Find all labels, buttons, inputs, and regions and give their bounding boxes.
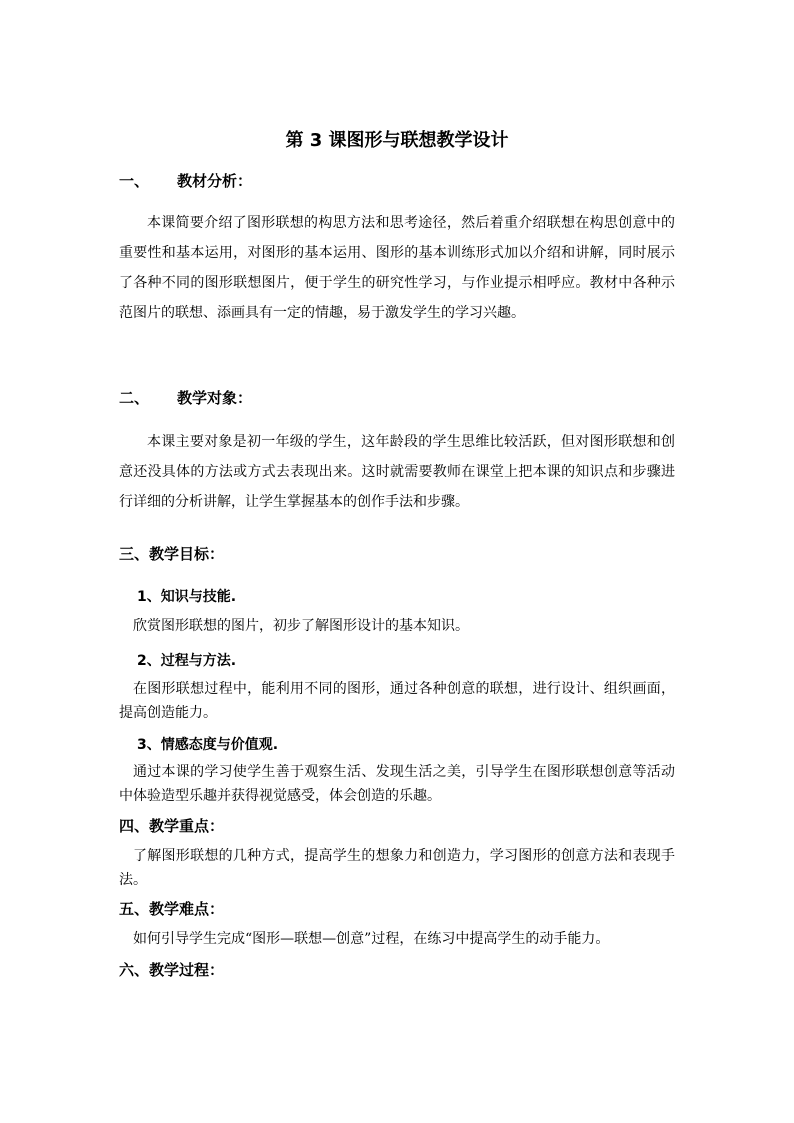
section-label: 教学对象：	[177, 389, 253, 407]
section-label: 教材分析：	[177, 172, 253, 190]
goal-2-title: 2、过程与方法.	[137, 653, 237, 669]
goal-1-body: 欣赏图形联想的图片，初步了解图形设计的基本知识。	[133, 618, 469, 634]
section-heading-5: 五、教学难点：	[119, 900, 225, 918]
section-number: 一、	[119, 172, 150, 190]
section-heading-1	[119, 170, 252, 191]
section-5-body: 如何引导学生完成“图形—联想—创意”过程，在练习中提高学生的动手能力。	[133, 931, 610, 947]
section-2-body: 本课主要对象是初一年级的学生，这年龄段的学生思维比较活跃，但对图形联想和创意还没具体的方法或方式去表现出来。这时就需要教师在课堂上把本课的知识点和步骤进行详细的分析讲解，让学生掌握基本的创作手法和步骤。	[119, 434, 675, 510]
section-heading-6: 六、教学过程：	[119, 961, 225, 979]
section-1-body: 本课简要介绍了图形联想的构思方法和思考途径，然后着重介绍联想在构思创意中的重要性和基本运用，对图形的基本运用、图形的基本训练形式加以介绍和讲解，同时展示了各种不同的图形联想图片，便于学生的研究性学习，与作业提示相呼应。教材中各种示范图片的联想、添画具有一定的情趣，易于激发学生的学习兴趣。	[119, 215, 675, 321]
goal-3-body: 通过本课的学习使学生善于观察生活、发现生活之美，引导学生在图形联想创意等活动中体验造型乐趣并获得视觉感受，体会创造的乐趣。	[119, 764, 675, 804]
document-title: 第 3 课图形与联想教学设计	[285, 130, 509, 151]
goal-2-body: 在图形联想过程中，能利用不同的图形，通过各种创意的联想，进行设计、组织画面，提高创造能力。	[119, 681, 675, 721]
goal-1-title: 1、知识与技能.	[137, 589, 237, 605]
goal-3-title: 3、情感态度与价值观.	[137, 737, 279, 753]
section-heading-3: 三、教学目标：	[119, 545, 225, 563]
section-4-body: 了解图形联想的几种方式，提高学生的想象力和创造力，学习图形的创意方法和表现手法。	[119, 848, 675, 888]
section-heading-2	[119, 387, 252, 408]
section-number: 二、	[119, 389, 150, 407]
section-heading-4: 四、教学重点：	[119, 817, 225, 835]
